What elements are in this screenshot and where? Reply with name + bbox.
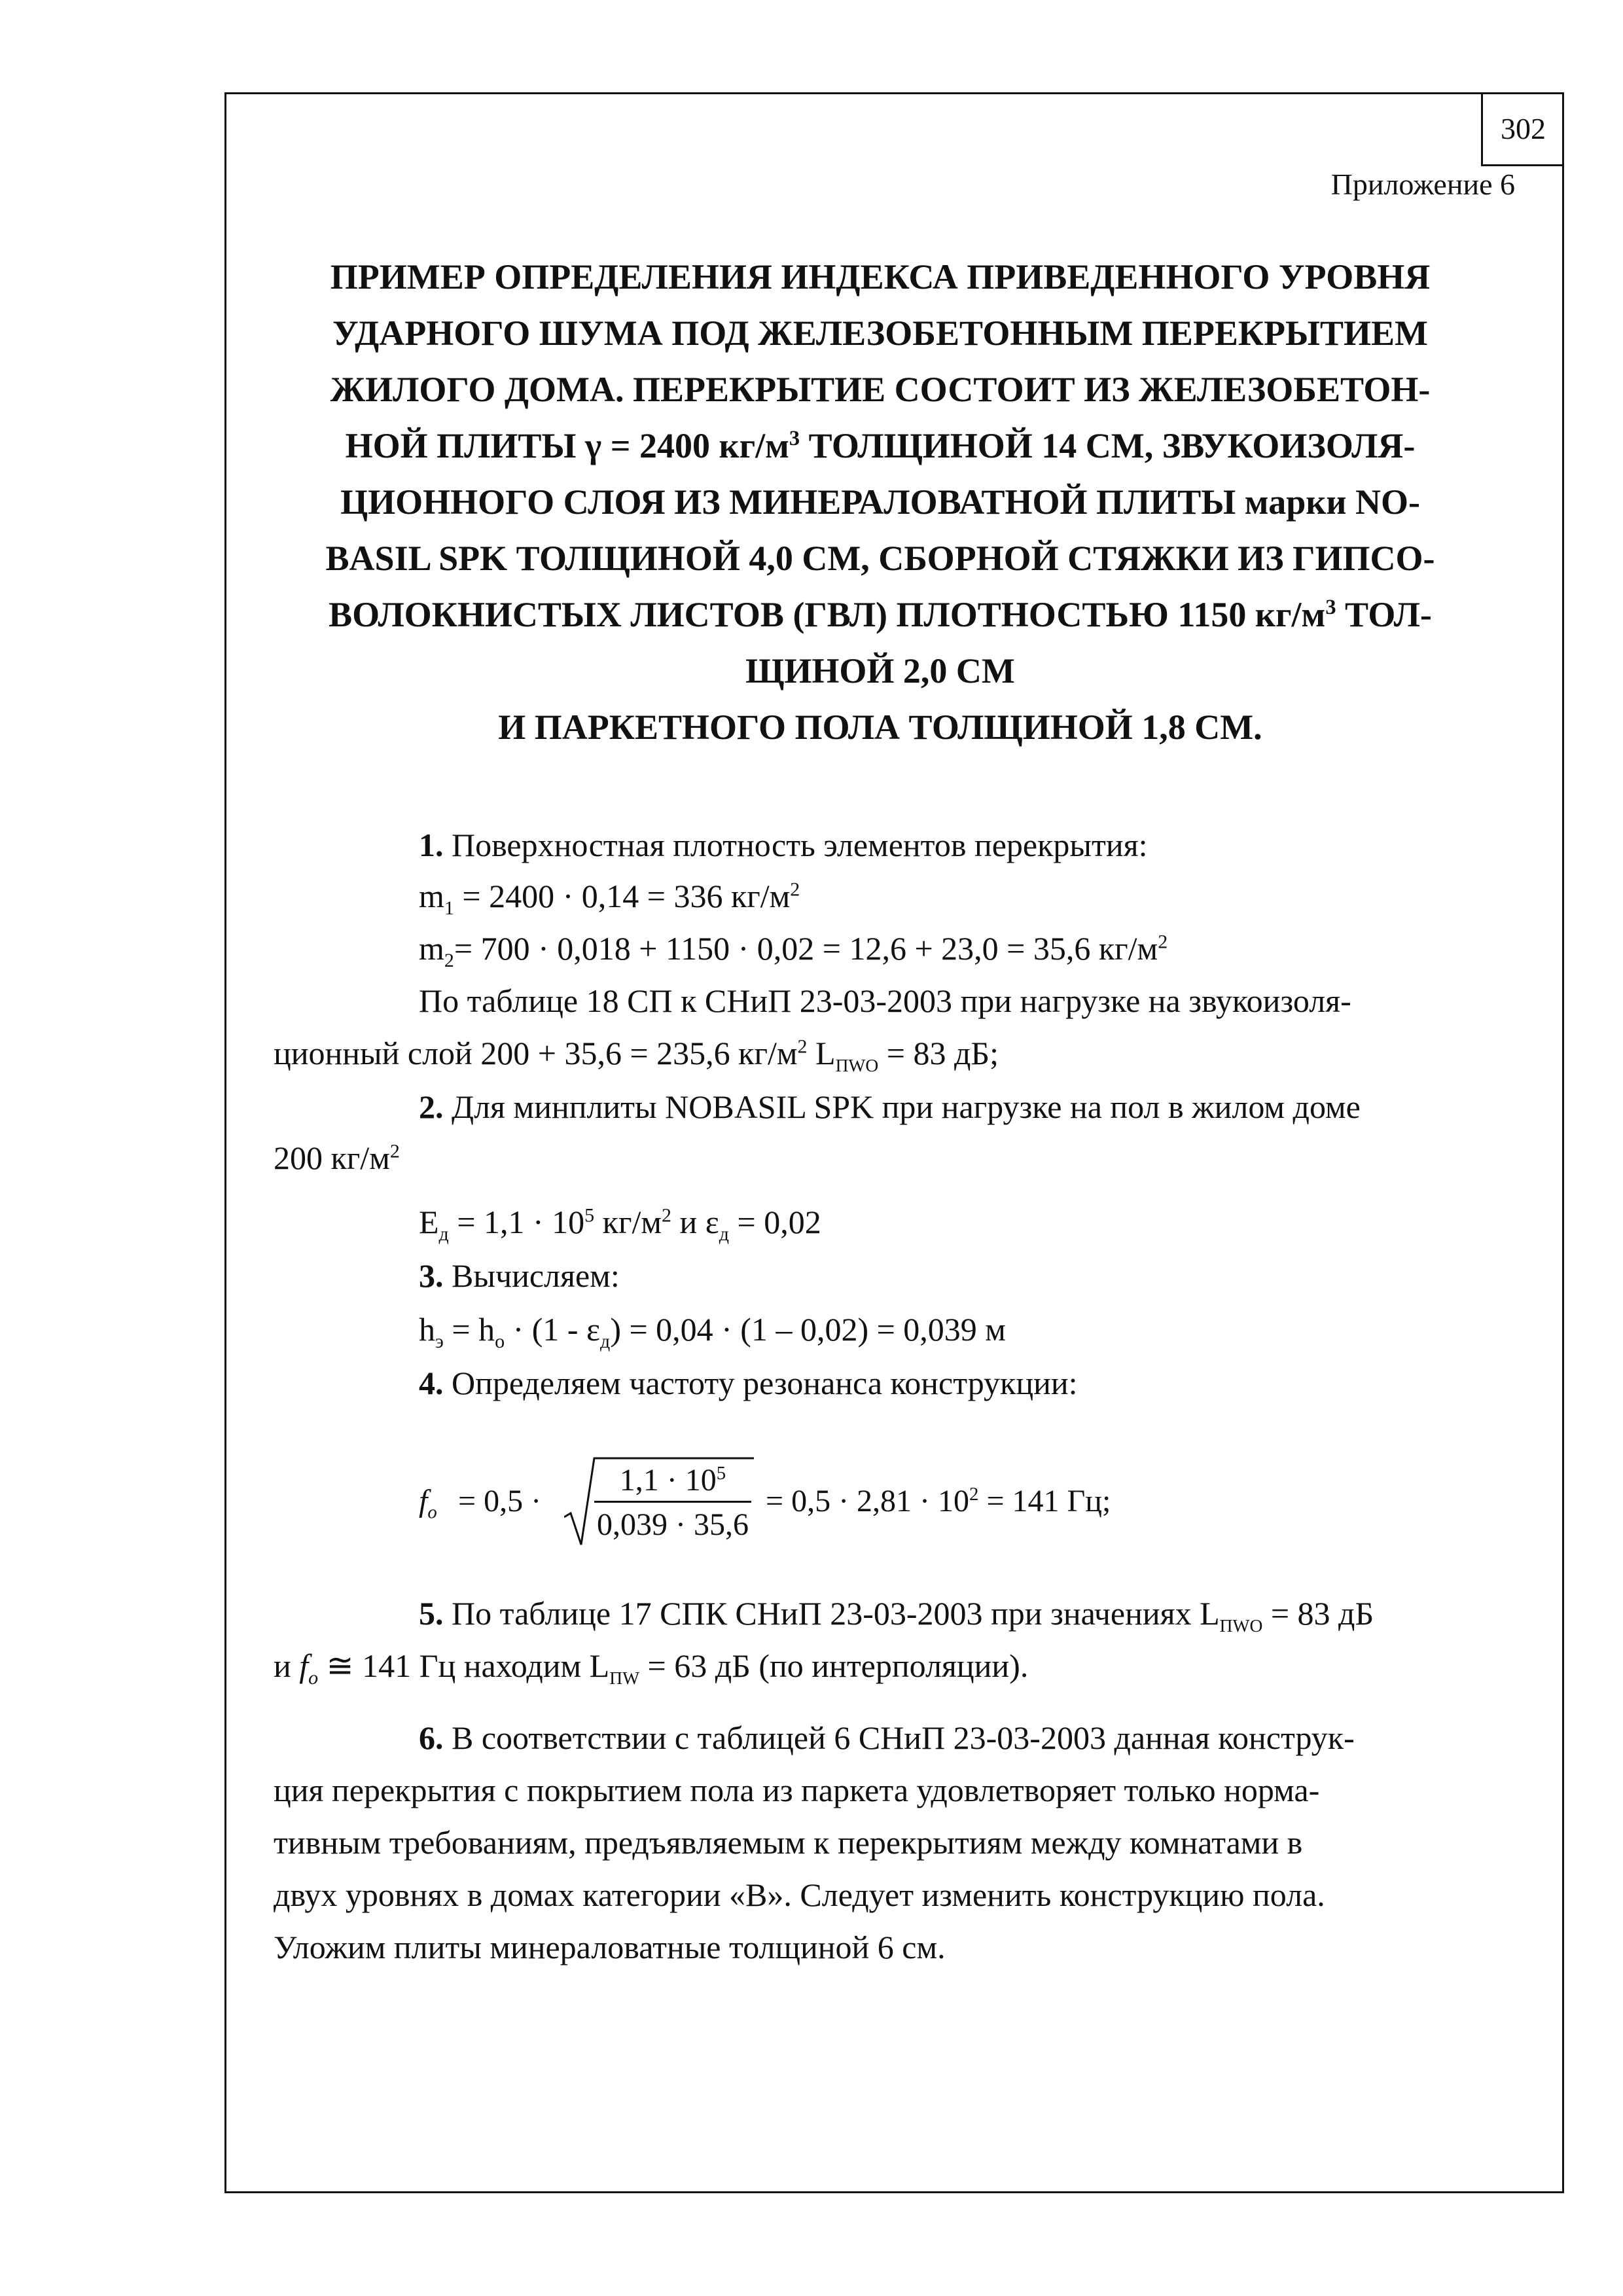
- section-6-heading: 6. В соответствии с таблицей 6 СНиП 23-03-2003 данная конструк-: [419, 1719, 1355, 1756]
- title-line: ЩИНОЙ 2,0 СМ: [745, 651, 1015, 691]
- formula-eq: = 0,5 ·: [458, 1484, 542, 1518]
- title-line: BASIL SPK ТОЛЩИНОЙ 4,0 СМ, СБОРНОЙ СТЯЖКИ ИЗ ГИПСО-: [325, 539, 1435, 578]
- text-line: 200 $кг/м^2$: [274, 1139, 400, 1176]
- section-3-heading: 3. Вычисляем:: [419, 1257, 620, 1294]
- formula-m2: $m_2= 700 \cdot 0,018 + 1150 \cdot 0,02 = 12,6 + 23,0 = 35,6$ $кг/м^2$: [419, 930, 1168, 971]
- formula-e: $E_д = 1,1 \cdot 10^5$ $кг/м^2$ и $\varepsilon_д = 0,02$: [419, 1204, 821, 1245]
- fraction: [594, 1462, 751, 1543]
- formula-h: $h_э = h_o \cdot (1 - \varepsilon_д) = 0,04 \cdot (1 - 0,02) = 0,039$ м: [419, 1311, 1006, 1352]
- text-line: двух уровнях в домах категории «В». Следует изменить конструкцию пола.: [274, 1876, 1325, 1913]
- f-symbol: $f_o$: [419, 1484, 437, 1523]
- section-2-heading: 2. Для минплиты NOBASIL SPK при нагрузке на пол в жилом доме: [419, 1088, 1361, 1125]
- text-line: тивным требованиям, предъявляемым к перекрытиям между комнатами в: [274, 1824, 1303, 1861]
- text-line: ционный слой 200 + 35,6 = 235,6 $кг/м^2$ $L_{ПWO} = 83$ дБ;: [274, 1035, 999, 1075]
- title-line: НОЙ ПЛИТЫ γ = 2400 $кг/м^3$ ТОЛЩИНОЙ 14 СМ, ЗВУКОИЗОЛЯ-: [345, 426, 1416, 465]
- page-title: [288, 249, 1472, 755]
- title-line: ЦИОННОГО СЛОЯ ИЗ МИНЕРАЛОВАТНОЙ ПЛИТЫ марки NO-: [340, 482, 1420, 522]
- title-line: ЖИЛОГО ДОМА. ПЕРЕКРЫТИЕ СОСТОИТ ИЗ ЖЕЛЕЗОБЕТОН-: [330, 370, 1431, 409]
- title-line: УДАРНОГО ШУМА ПОД ЖЕЛЕЗОБЕТОННЫМ ПЕРЕКРЫТИЕМ: [332, 314, 1429, 353]
- title-line: И ПАРКЕТНОГО ПОЛА ТОЛЩИНОЙ 1,8 СМ.: [498, 708, 1262, 747]
- fraction-numerator: $1,1 \cdot 10^5$: [594, 1462, 751, 1503]
- title-line: ВОЛОКНИСТЫХ ЛИСТОВ (ГВЛ) ПЛОТНОСТЬЮ 1150 $кг/м^3$ ТОЛ-: [329, 595, 1432, 634]
- formula-rhs: = $0,5 \cdot 2,81 \cdot 10^2 = 141$ Гц;: [766, 1484, 1111, 1518]
- section-1-heading: 1. Поверхностная плотность элементов перекрытия:: [419, 827, 1148, 863]
- appendix-label: Приложение 6: [1330, 168, 1515, 201]
- text-line: По таблице 18 СП к СНиП 23-03-2003 при нагрузке на звукоизоля-: [419, 982, 1351, 1019]
- section-5-heading: 5. По таблице 17 СПК СНиП 23-03-2003 при значениях $L_{ПWO} = 83$ дБ: [419, 1595, 1374, 1636]
- text-line: Уложим плиты минераловатные толщиной 6 см.: [274, 1929, 946, 1965]
- fraction-denominator: 0,039 · 35,6: [597, 1507, 749, 1542]
- text-line: ция перекрытия с покрытием пола из паркета удовлетворяет только норма-: [274, 1772, 1320, 1808]
- title-line: ПРИМЕР ОПРЕДЕЛЕНИЯ ИНДЕКСА ПРИВЕДЕННОГО УРОВНЯ: [330, 257, 1431, 296]
- text-line: и $f_o$ ≅ 141 Гц находим $L_{ПW} = 63$ дБ (по интерполяции).: [274, 1647, 1029, 1689]
- page-number: 302: [1481, 92, 1563, 166]
- section-4-heading: 4. Определяем частоту резонанса конструкции:: [419, 1365, 1078, 1401]
- resonance-formula: [419, 1453, 1335, 1564]
- formula-m1: $m_1 = 2400 \cdot 0,14 = 336$ $кг/м^2$: [419, 878, 800, 919]
